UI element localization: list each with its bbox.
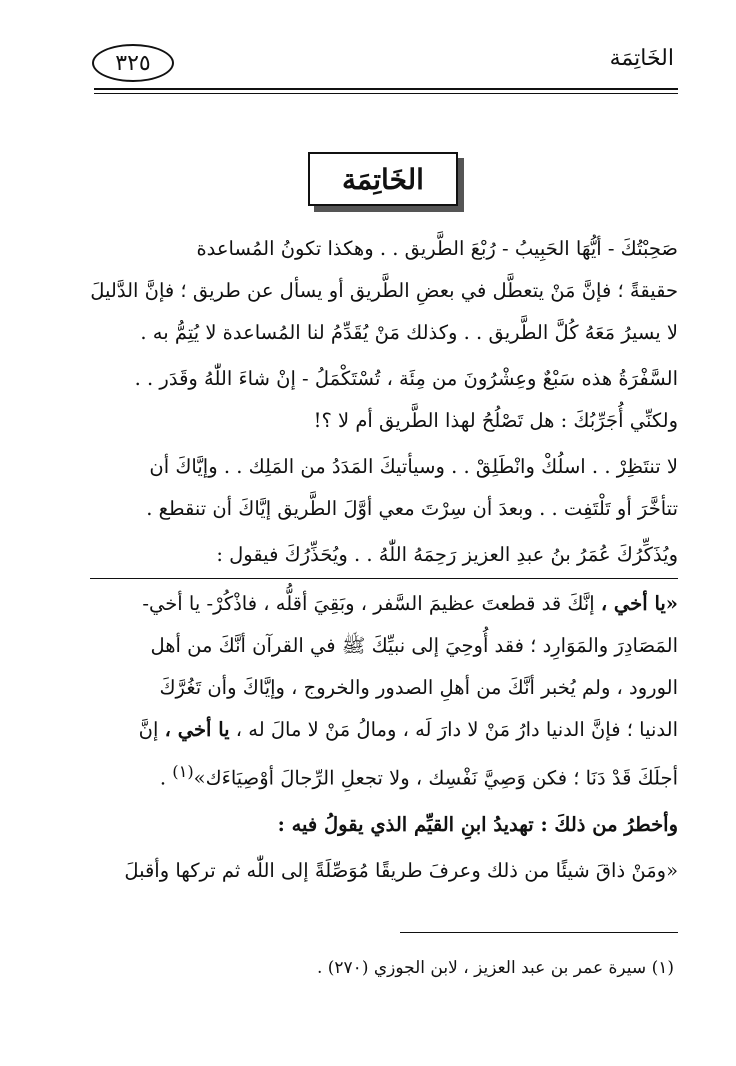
quote-intro: ويُذَكِّرُكَ عُمَرُ بنُ عبدِ العزيز رَحِمَهُ اللّٰهُ . . ويُحَذِّرُكَ فيقول : xyxy=(90,534,678,579)
closing-line: «ومَنْ ذاقَ شيئًا من ذلك وعرفَ طريقًا مُوَصِّلَةً إلى اللّٰه ثم تركها وأقبلَ xyxy=(124,858,678,882)
header-rule xyxy=(94,88,678,90)
footnote: (١) سيرة عمر بن عبد العزيز ، لابن الجوزي (٢٧٠) . xyxy=(316,958,674,978)
footnote-rule xyxy=(400,932,678,933)
quote-emphasis: يا أخي ، xyxy=(164,718,230,741)
quote-text: الدنيا ؛ فإنَّ الدنيا دارُ مَنْ لا دارَ لَه ، ومالُ مَنْ لا مالَ له ، xyxy=(235,718,678,741)
header-rule-thin xyxy=(94,93,678,94)
paragraph-line: السَّفْرَةُ هذه سَبْعٌ وعِشْرُونَ من مِئَة ، تُسْتَكْمَلُ - إنْ شاءَ اللّٰهُ وقَدَر . . xyxy=(134,367,678,390)
body-text xyxy=(90,228,678,892)
quote-text: إنَّكَ قد قطعتَ عظيمَ السَّفر ، وبَقِيَ أقلُّه ، فاذْكُرْ- يا أخي- xyxy=(142,592,595,615)
quote-line: المَصَادِرَ والمَوَارِد ؛ فقد أُوحِيَ إلى نبيِّكَ ﷺ في القرآن أنَّكَ من أهل xyxy=(150,634,678,657)
paragraph-line: لا يسيرُ مَعَهُ كُلَّ الطَّريق . . وكذلك مَنْ يُقَدِّمُ لنا المُساعدة لا يُتِمُّ به . xyxy=(140,321,678,344)
quote-line: الورود ، ولم يُخبر أنَّكَ من أهلِ الصدور والخروج ، وإيَّاكَ وأن تَغُرَّكَ xyxy=(159,676,678,699)
page-number: ٣٢٥ xyxy=(92,44,174,82)
quote-text: إنَّ xyxy=(138,718,159,741)
closing-heading: وأخطرُ من ذلكَ : تهديدُ ابنِ القيِّم الذي يقولُ فيه : xyxy=(277,812,678,836)
paragraph-line: ولكنِّي أُجَرِّبُكَ : هل تَصْلُحُ لهذا الطَّريق أم لا ؟! xyxy=(313,409,678,432)
chapter-title: الخَاتِمَة xyxy=(308,152,458,206)
running-title: الخَاتِمَة xyxy=(609,46,674,71)
quote-lead: «يا أخي ، xyxy=(600,592,678,615)
footnote-ref: (١) xyxy=(172,762,194,781)
paragraph-line: تتأخَّرَ أو تَلْتَفِت . . وبعدَ أن سِرْتَ معي أوَّلَ الطَّريق إيَّاكَ أن تنقطع . xyxy=(146,497,678,520)
quote-line: أجلَكَ قَدْ دَنَا ؛ فكن وَصِيَّ نَفْسِك ، ولا تجعلِ الرِّجالَ أوْصِيَاءَك»$^{(١)}$ . xyxy=(159,762,678,790)
quote-text: أجلَكَ قَدْ دَنَا ؛ فكن وَصِيَّ نَفْسِك ، ولا تجعلِ الرِّجالَ أوْصِيَاءَك» xyxy=(193,766,678,790)
paragraph-line: صَحِبْتُكَ - أيُّهَا الحَبِيبُ - رُبْعَ الطَّريق . . وهكذا تكونُ المُساعدة xyxy=(196,237,678,260)
quote-intro-line xyxy=(90,534,678,579)
paragraph-line: لا تنتَظِرْ . . اسلُكْ وانْطَلِقْ . . وسيأتيكَ المَدَدُ من المَلِك . . وإيَّاكَ أن xyxy=(149,455,678,478)
paragraph-line: حقيقةً ؛ فإنَّ مَنْ يتعطَّل في بعضِ الطَّريق أو يسأل عن طريق ؛ فإنَّ الدَّليلَ xyxy=(90,279,678,302)
quote-line xyxy=(90,583,678,625)
quote-line xyxy=(90,709,678,751)
